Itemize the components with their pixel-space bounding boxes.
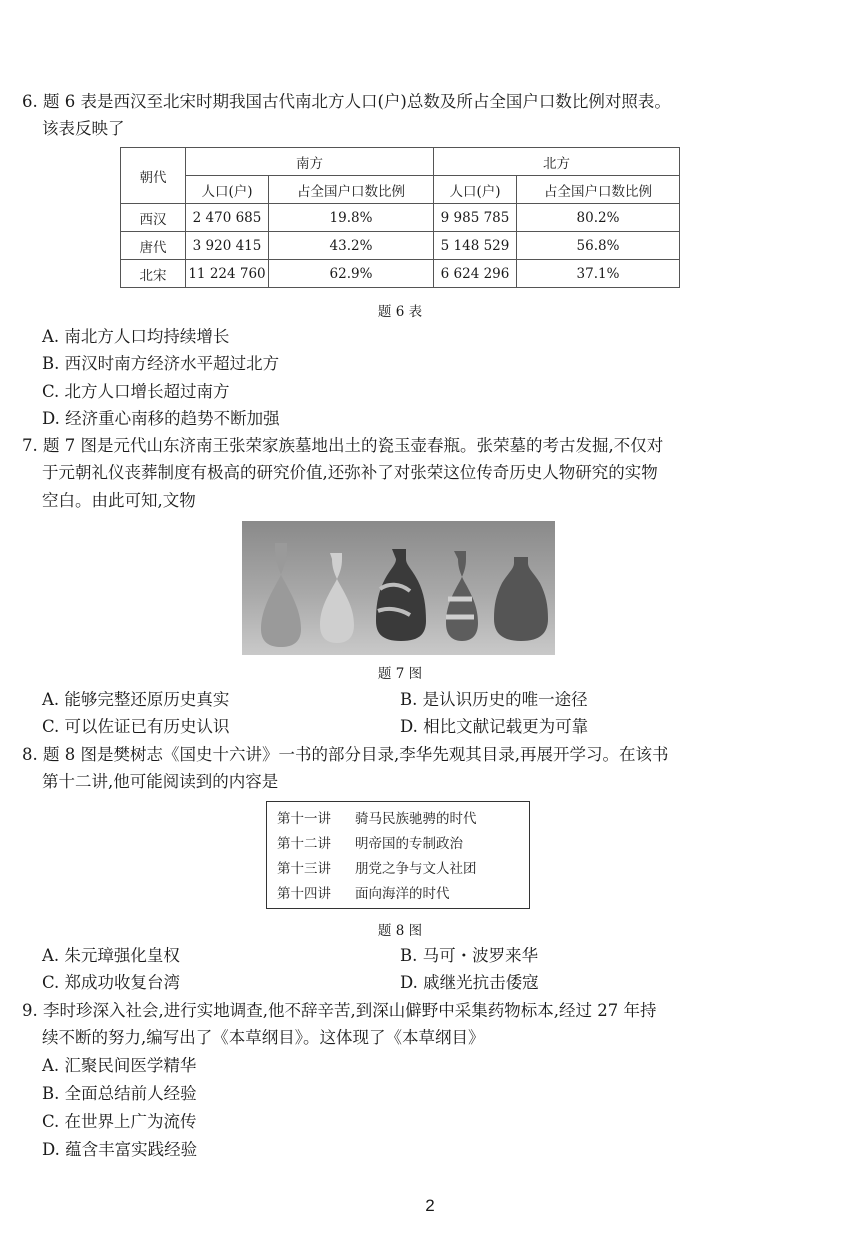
subheader-south-pop: 人口(户) — [186, 176, 269, 204]
q8-option-d[interactable]: D. 戚继光抗击倭寇 — [400, 973, 539, 992]
cell-south-pop: 2 470 685 — [186, 204, 269, 232]
q7-vases-photo — [242, 521, 555, 655]
cell-dynasty: 唐代 — [121, 232, 186, 260]
subheader-south-ratio: 占全国户口数比例 — [269, 176, 434, 204]
header-north: 北方 — [434, 148, 680, 176]
table-row — [121, 260, 680, 288]
toc-lecture-no: 第十一讲 — [277, 811, 331, 827]
toc-lecture-no: 第十四讲 — [277, 886, 331, 902]
cell-north-pop: 5 148 529 — [434, 232, 517, 260]
toc-lecture-no: 第十二讲 — [277, 836, 331, 852]
q6-option-a[interactable]: A. 南北方人口均持续增长 — [42, 327, 230, 346]
q8-stem-line2: 第十二讲,他可能阅读到的内容是 — [42, 772, 279, 791]
q6-table — [120, 147, 680, 288]
subheader-north-ratio: 占全国户口数比例 — [517, 176, 680, 204]
q9-stem-line2: 续不断的努力,编写出了《本草纲目》。这体现了《本草纲目》 — [42, 1028, 485, 1047]
q8-stem-line1: 8. 题 8 图是樊树志《国史十六讲》一书的部分目录,李华先观其目录,再展开学习。在该书 — [22, 745, 669, 764]
q7-stem-line3: 空白。由此可知,文物 — [42, 491, 196, 510]
table-row — [121, 232, 680, 260]
page-number: 2 — [425, 1196, 435, 1215]
q9-option-c[interactable]: C. 在世界上广为流传 — [42, 1112, 197, 1131]
cell-south-ratio: 62.9% — [269, 260, 434, 288]
q9-option-d[interactable]: D. 蕴含丰富实践经验 — [42, 1140, 198, 1159]
cell-north-pop: 6 624 296 — [434, 260, 517, 288]
toc-lecture-title: 面向海洋的时代 — [355, 886, 450, 902]
cell-dynasty: 北宋 — [121, 260, 186, 288]
q7-stem-line2: 于元朝礼仪丧葬制度有极高的研究价值,还弥补了对张荣这位传奇历史人物研究的实物 — [42, 463, 658, 482]
subheader-north-pop: 人口(户) — [434, 176, 517, 204]
header-south: 南方 — [186, 148, 434, 176]
q7-stem-line1: 7. 题 7 图是元代山东济南王张荣家族墓地出土的瓷玉壶春瓶。张荣墓的考古发掘,不仅对 — [22, 436, 664, 455]
cell-north-ratio: 80.2% — [517, 204, 680, 232]
q8-caption: 题 8 图 — [377, 923, 423, 939]
toc-row — [277, 807, 529, 832]
q9-option-a[interactable]: A. 汇聚民间医学精华 — [42, 1056, 197, 1075]
q6-option-c[interactable]: C. 北方人口增长超过南方 — [42, 382, 230, 401]
cell-south-ratio: 43.2% — [269, 232, 434, 260]
q6-option-b[interactable]: B. 西汉时南方经济水平超过北方 — [42, 354, 280, 373]
q7-option-d[interactable]: D. 相比文献记载更为可靠 — [400, 717, 589, 736]
q8-option-a[interactable]: A. 朱元璋强化皇权 — [42, 946, 180, 965]
cell-south-pop: 11 224 760 — [186, 260, 269, 288]
cell-north-pop: 9 985 785 — [434, 204, 517, 232]
cell-north-ratio: 37.1% — [517, 260, 680, 288]
q6-option-d[interactable]: D. 经济重心南移的趋势不断加强 — [42, 409, 280, 428]
toc-lecture-title: 明帝国的专制政治 — [355, 836, 463, 852]
toc-lecture-no: 第十三讲 — [277, 861, 331, 877]
cell-north-ratio: 56.8% — [517, 232, 680, 260]
cell-dynasty: 西汉 — [121, 204, 186, 232]
q8-option-b[interactable]: B. 马可・波罗来华 — [400, 946, 539, 965]
toc-lecture-title: 朋党之争与文人社团 — [355, 861, 477, 877]
q6-caption: 题 6 表 — [377, 304, 423, 320]
toc-row — [277, 857, 529, 882]
toc-row — [277, 882, 529, 907]
q7-option-a[interactable]: A. 能够完整还原历史真实 — [42, 690, 230, 709]
q9-option-b[interactable]: B. 全面总结前人经验 — [42, 1084, 197, 1103]
q8-option-c[interactable]: C. 郑成功收复台湾 — [42, 973, 181, 992]
cell-south-ratio: 19.8% — [269, 204, 434, 232]
toc-row — [277, 832, 529, 857]
q7-option-b[interactable]: B. 是认识历史的唯一途径 — [400, 690, 588, 709]
cell-south-pop: 3 920 415 — [186, 232, 269, 260]
q6-stem-line1: 6. 题 6 表是西汉至北宋时期我国古代南北方人口(户)总数及所占全国户口数比例对照表。 — [22, 92, 671, 111]
q8-toc-box — [266, 801, 530, 909]
q7-option-c[interactable]: C. 可以佐证已有历史认识 — [42, 717, 230, 736]
toc-lecture-title: 骑马民族驰骋的时代 — [355, 811, 477, 827]
header-dynasty: 朝代 — [121, 148, 186, 204]
q7-caption: 题 7 图 — [377, 666, 423, 682]
q6-stem-line2: 该表反映了 — [42, 119, 125, 138]
table-row — [121, 204, 680, 232]
q9-stem-line1: 9. 李时珍深入社会,进行实地调查,他不辞辛苦,到深山僻野中采集药物标本,经过 27 年持 — [22, 1001, 657, 1020]
